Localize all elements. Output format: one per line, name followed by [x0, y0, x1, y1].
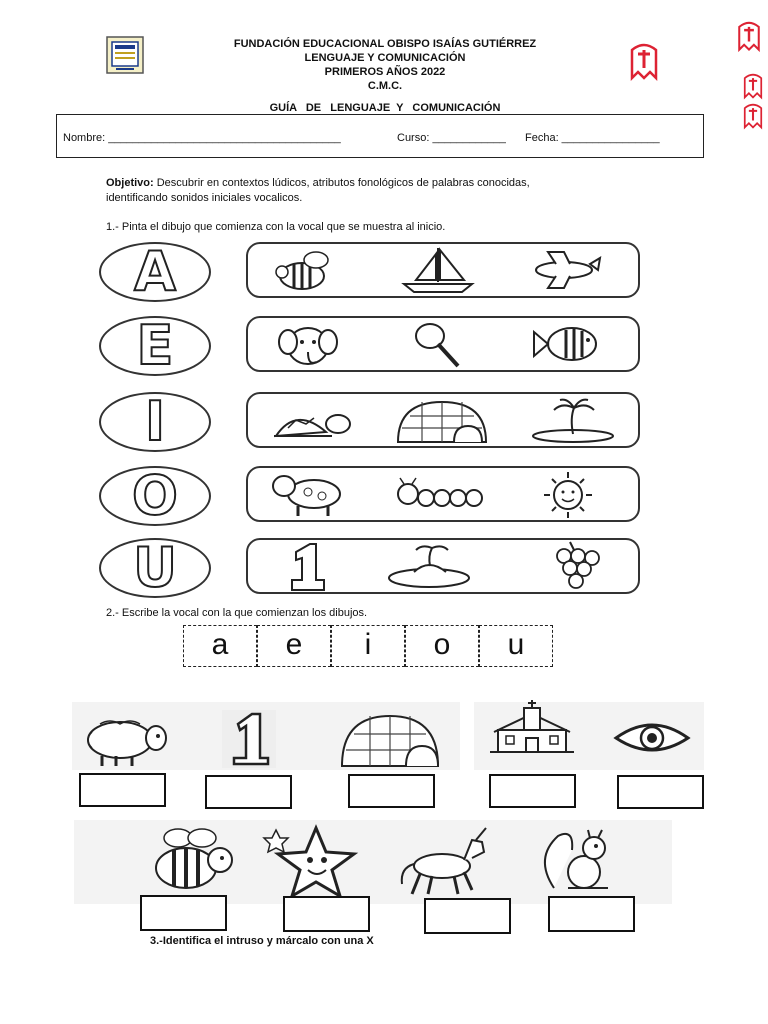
vowel-cell: i — [331, 625, 405, 667]
picture-row-a — [246, 242, 640, 298]
vowel-cell: e — [257, 625, 331, 667]
answer-box[interactable] — [283, 896, 370, 932]
number-one-icon — [222, 710, 276, 768]
vowel-letter: O — [132, 464, 178, 527]
school-name: FUNDACIÓN EDUCACIONAL OBISPO ISAÍAS GUTIÉRREZ — [233, 38, 537, 50]
igloo-icon[interactable] — [392, 398, 492, 444]
star-icon — [268, 822, 364, 898]
airplane-icon[interactable] — [524, 250, 604, 290]
church-icon — [484, 700, 580, 756]
vowel-oval-i — [99, 392, 211, 452]
sheep-icon — [80, 712, 170, 768]
date-field[interactable]: Fecha: ________________ — [525, 132, 660, 144]
igloo-icon — [336, 710, 446, 768]
number-one-icon[interactable] — [282, 542, 332, 592]
island-icon[interactable] — [384, 542, 474, 590]
vowel-cell: o — [405, 625, 479, 667]
answer-box[interactable] — [79, 773, 166, 807]
vowel-oval-e — [99, 316, 211, 376]
section3-instruction: 3.-Identifica el intruso y márcalo con una X — [150, 935, 374, 947]
answer-box[interactable] — [424, 898, 511, 934]
squirrel-icon — [538, 828, 618, 892]
unicorn-icon — [396, 828, 496, 898]
vowel-cell: u — [479, 625, 553, 667]
vowel-oval-o — [99, 466, 211, 526]
vowel-letter: I — [144, 390, 166, 453]
answer-box[interactable] — [489, 774, 576, 808]
vowel-letter: A — [134, 240, 176, 303]
section2-instruction: 2.- Escribe la vocal con la que comienzan los dibujos. — [106, 607, 368, 619]
answer-box[interactable] — [348, 774, 435, 808]
guide-title: GUÍA DE LENGUAJE Y COMUNICACIÓN — [269, 102, 501, 114]
caterpillar-icon[interactable] — [394, 478, 494, 514]
subject-name: LENGUAJE Y COMUNICACIÓN — [304, 52, 466, 64]
answer-box[interactable] — [617, 775, 704, 809]
vowel-oval-u — [99, 538, 211, 598]
objective-label: Objetivo: — [106, 177, 154, 189]
bee-icon — [148, 828, 238, 894]
picture-row-u — [246, 538, 640, 594]
fish-icon[interactable] — [532, 322, 612, 366]
vowel-letter: U — [133, 536, 177, 599]
section1-instruction: 1.- Pinta el dibujo que comienza con la vocal que se muestra al inicio. — [106, 221, 446, 233]
island-icon[interactable] — [528, 398, 618, 444]
grapes-icon[interactable] — [544, 542, 604, 592]
turtle-icon[interactable] — [266, 402, 356, 444]
answer-box[interactable] — [205, 775, 292, 809]
bee-icon[interactable] — [272, 250, 342, 292]
school-initials: C.M.C. — [367, 80, 403, 92]
eye-icon — [612, 716, 692, 758]
objective — [106, 176, 666, 206]
school-crest-icon — [106, 36, 144, 74]
objective-text: Descubrir en contextos lúdicos, atributos fonológicos de palabras conocidas, — [153, 177, 530, 189]
mirror-icon[interactable] — [408, 320, 468, 370]
sheep-icon[interactable] — [268, 472, 348, 518]
vowel-cell: a — [183, 625, 257, 667]
answer-box[interactable] — [140, 895, 227, 931]
answer-box[interactable] — [548, 896, 635, 932]
elephant-icon[interactable] — [278, 322, 338, 368]
student-info-box — [56, 114, 704, 158]
vowel-letter: E — [136, 314, 174, 377]
course-year: PRIMEROS AÑOS 2022 — [324, 66, 446, 78]
sun-icon[interactable] — [538, 470, 598, 520]
picture-row-i — [246, 392, 640, 448]
sailboat-icon[interactable] — [398, 244, 478, 294]
objective-text-2: identificando sonidos iniciales vocalicos. — [106, 192, 303, 204]
vowel-oval-a — [99, 242, 211, 302]
vowel-strip — [183, 625, 553, 667]
name-field[interactable]: Nombre: ______________________________________ — [63, 132, 341, 144]
picture-row-e — [246, 316, 640, 372]
course-field[interactable]: Curso: ____________ — [397, 132, 506, 144]
picture-row-o — [246, 466, 640, 522]
